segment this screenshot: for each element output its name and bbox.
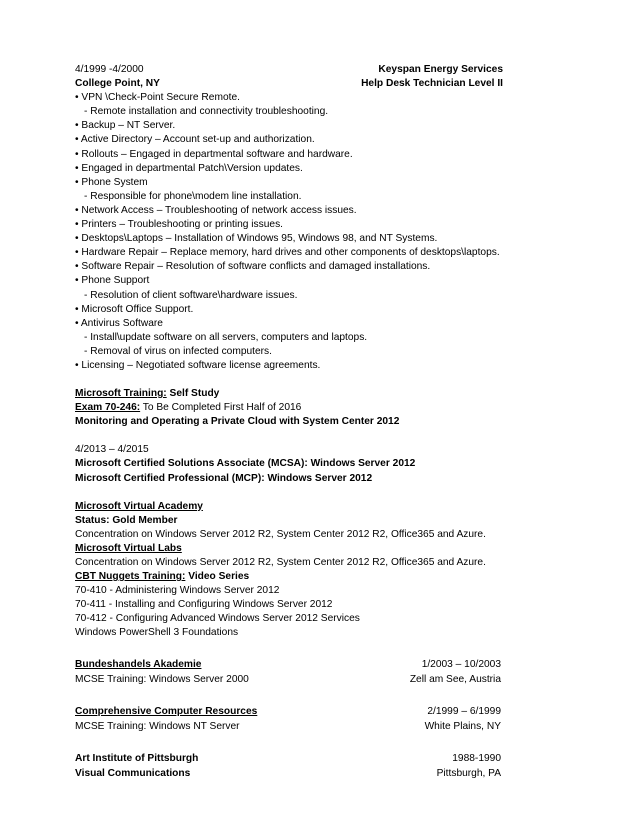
duty-item: • Engaged in departmental Patch\Version updates. bbox=[75, 162, 303, 174]
education-entry bbox=[75, 751, 503, 781]
education-entry bbox=[75, 657, 503, 687]
mva-status: Status: Gold Member bbox=[75, 514, 178, 526]
duty-item: • Licensing – Negotiated software license agreements. bbox=[75, 359, 321, 371]
school-name: Art Institute of Pittsburgh bbox=[75, 752, 199, 764]
duty-item: - Install\update software on all servers, computers and laptops. bbox=[84, 331, 368, 343]
spacer bbox=[75, 429, 503, 443]
training-heading-line bbox=[75, 387, 503, 401]
duty-item: • Desktops\Laptops – Installation of Windows 95, Windows 98, and NT Systems. bbox=[75, 233, 438, 245]
resume-page bbox=[75, 63, 503, 781]
cbt-item: 70-411 - Installing and Configuring Windows Server 2012 bbox=[75, 599, 333, 611]
duty-item: - Resolution of client software\hardware issues. bbox=[84, 289, 298, 301]
job-title: Help Desk Technician Level II bbox=[361, 78, 503, 90]
exam-text: To Be Completed First Half of 2016 bbox=[142, 402, 302, 414]
job-header-row-1 bbox=[75, 63, 503, 77]
duty-item: - Responsible for phone\modem line installation. bbox=[84, 190, 302, 202]
training-heading: Microsoft Training: bbox=[75, 388, 167, 400]
education-row-1 bbox=[75, 704, 503, 719]
duty-item: • Antivirus Software bbox=[75, 317, 163, 329]
exam-line bbox=[75, 401, 503, 415]
cbt-list bbox=[75, 584, 503, 640]
duty-item: • Hardware Repair – Replace memory, hard drives and other components of desktops\laptops. bbox=[75, 247, 500, 259]
duty-item: • Printers – Troubleshooting or printing issues. bbox=[75, 219, 283, 231]
education-dates: 1/2003 – 10/2003 bbox=[421, 658, 501, 670]
education-dates: 1988-1990 bbox=[452, 752, 501, 764]
spacer bbox=[75, 734, 503, 751]
duty-item: • Phone Support bbox=[75, 275, 150, 287]
cert-mcp: Microsoft Certified Professional (MCP): Windows Server 2012 bbox=[75, 472, 373, 484]
course-name: MCSE Training: Windows Server 2000 bbox=[75, 673, 249, 685]
duty-item: • Backup – NT Server. bbox=[75, 120, 176, 132]
duty-item: • Microsoft Office Support. bbox=[75, 303, 194, 315]
cbt-suffix: Video Series bbox=[188, 571, 250, 583]
cert-dates: 4/2013 – 4/2015 bbox=[75, 444, 149, 456]
education-location: Zell am See, Austria bbox=[409, 673, 501, 685]
course-name: MCSE Training: Windows NT Server bbox=[75, 720, 240, 732]
duty-item: • Active Directory – Account set-up and authorization. bbox=[75, 134, 315, 146]
education-list bbox=[75, 657, 503, 781]
school-name: Comprehensive Computer Resources bbox=[75, 705, 258, 717]
training-heading-suffix: Self Study bbox=[169, 388, 220, 400]
education-dates: 2/1999 – 6/1999 bbox=[427, 705, 501, 717]
duty-item: • Phone System bbox=[75, 176, 148, 188]
duty-item: • Rollouts – Engaged in departmental software and hardware. bbox=[75, 148, 353, 160]
cbt-heading: CBT Nuggets Training: bbox=[75, 571, 186, 583]
education-row-1 bbox=[75, 751, 503, 766]
cbt-item: 70-412 - Configuring Advanced Windows Server 2012 Services bbox=[75, 613, 360, 625]
school-name: Bundeshandels Akademie bbox=[75, 658, 202, 670]
exam-label: Exam 70-246: bbox=[75, 402, 141, 414]
spacer bbox=[75, 641, 503, 657]
job-duties-list bbox=[75, 91, 503, 373]
job-header-row-2 bbox=[75, 77, 503, 91]
spacer bbox=[75, 486, 503, 500]
course-name: Visual Communications bbox=[75, 767, 191, 779]
duty-item: • VPN \Check-Point Secure Remote. bbox=[75, 92, 240, 104]
education-entry bbox=[75, 704, 503, 734]
education-row-2 bbox=[75, 719, 503, 734]
job-company: Keyspan Energy Services bbox=[378, 64, 503, 75]
cbt-heading-line bbox=[75, 570, 503, 584]
job-location: College Point, NY bbox=[75, 78, 160, 90]
education-row-1 bbox=[75, 657, 503, 672]
education-row-2 bbox=[75, 766, 503, 781]
education-location: Pittsburgh, PA bbox=[436, 767, 501, 779]
spacer bbox=[75, 687, 503, 704]
duty-item: • Software Repair – Resolution of software conflicts and damaged installations. bbox=[75, 261, 431, 273]
duty-item: • Network Access – Troubleshooting of network access issues. bbox=[75, 204, 357, 216]
cbt-item: Windows PowerShell 3 Foundations bbox=[75, 627, 239, 639]
cbt-item: 70-410 - Administering Windows Server 2012 bbox=[75, 585, 280, 597]
mva-heading: Microsoft Virtual Academy bbox=[75, 500, 203, 512]
job-dates: 4/1999 -4/2000 bbox=[75, 64, 144, 75]
duty-item: - Removal of virus on infected computers. bbox=[84, 345, 272, 357]
duty-item: - Remote installation and connectivity troubleshooting. bbox=[84, 106, 329, 118]
cert-mcsa: Microsoft Certified Solutions Associate (MCSA): Windows Server 2012 bbox=[75, 458, 416, 470]
spacer bbox=[75, 373, 503, 387]
education-location: White Plains, NY bbox=[424, 720, 501, 732]
mva-concentration: Concentration on Windows Server 2012 R2, System Center 2012 R2, Office365 and Azure. bbox=[75, 528, 486, 540]
labs-heading: Microsoft Virtual Labs bbox=[75, 542, 182, 554]
education-row-2 bbox=[75, 672, 503, 687]
exam-course: Monitoring and Operating a Private Cloud with System Center 2012 bbox=[75, 416, 400, 428]
labs-concentration: Concentration on Windows Server 2012 R2, System Center 2012 R2, Office365 and Azure. bbox=[75, 557, 486, 568]
